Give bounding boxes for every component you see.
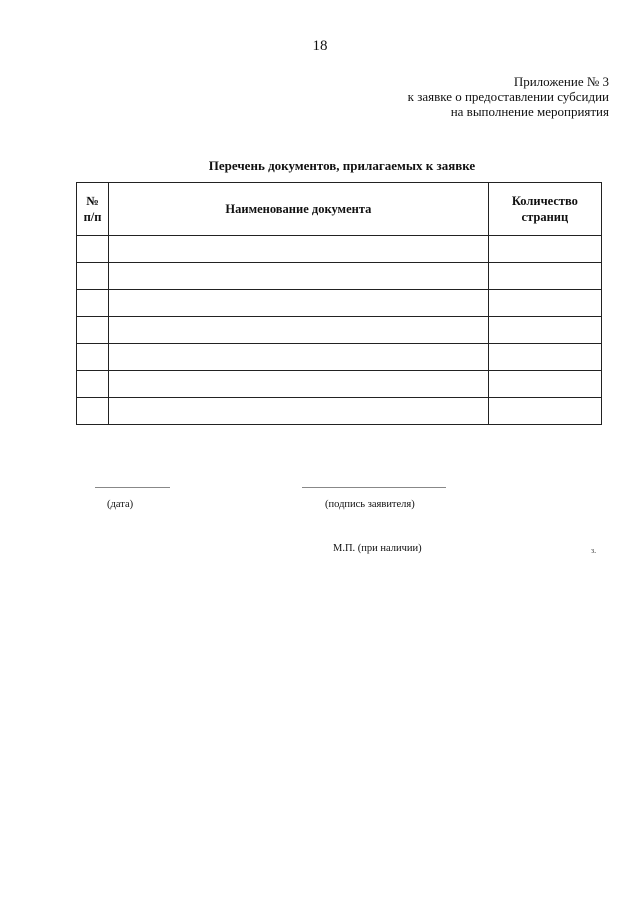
- documents-table: [76, 182, 602, 425]
- header-number-line-2: п/п: [83, 210, 102, 224]
- appendix-line-3: на выполнение мероприятия: [450, 104, 609, 119]
- header-number-line-1: №: [86, 194, 99, 208]
- row-document-name-cell[interactable]: [109, 263, 489, 290]
- signature-caption: (подпись заявителя): [325, 499, 415, 510]
- row-number-cell[interactable]: [77, 371, 109, 398]
- row-document-name-cell[interactable]: [109, 344, 489, 371]
- row-page-count-cell[interactable]: [488, 290, 601, 317]
- row-page-count-cell[interactable]: [488, 371, 601, 398]
- appendix-line-1: Приложение № 3: [513, 74, 609, 89]
- row-number-cell[interactable]: [77, 236, 109, 263]
- row-document-name-cell[interactable]: [109, 236, 489, 263]
- row-number-cell[interactable]: [77, 290, 109, 317]
- row-number-cell[interactable]: [77, 344, 109, 371]
- table-body: [77, 236, 602, 425]
- row-page-count-cell[interactable]: [488, 317, 601, 344]
- row-page-count-cell[interactable]: [488, 344, 601, 371]
- corner-mark: з.: [591, 546, 597, 555]
- table-row: [77, 317, 602, 344]
- table-row: [77, 398, 602, 425]
- row-page-count-cell[interactable]: [488, 398, 601, 425]
- row-number-cell[interactable]: [77, 398, 109, 425]
- row-number-cell[interactable]: [77, 263, 109, 290]
- stamp-note: М.П. (при наличии): [333, 543, 422, 554]
- table-row: [77, 263, 602, 290]
- page-number: 18: [312, 38, 328, 54]
- table-row: [77, 290, 602, 317]
- header-page-count-line-1: Количество: [511, 194, 578, 208]
- appendix-heading: [408, 74, 609, 119]
- row-document-name-cell[interactable]: [109, 398, 489, 425]
- table-row: [77, 236, 602, 263]
- appendix-line-2: к заявке о предоставлении субсидии: [407, 89, 609, 104]
- row-page-count-cell[interactable]: [488, 236, 601, 263]
- row-document-name-cell[interactable]: [109, 317, 489, 344]
- date-line: [95, 487, 170, 488]
- header-page-count: [488, 183, 601, 236]
- header-page-count-line-2: страниц: [521, 210, 569, 224]
- table-row: [77, 371, 602, 398]
- row-document-name-cell[interactable]: [109, 371, 489, 398]
- header-document-name: Наименование документа: [109, 183, 489, 236]
- signature-line: [302, 487, 446, 488]
- date-caption: (дата): [107, 499, 134, 510]
- header-number: [77, 183, 109, 236]
- row-page-count-cell[interactable]: [488, 263, 601, 290]
- row-number-cell[interactable]: [77, 317, 109, 344]
- document-title: Перечень документов, прилагаемых к заявке: [208, 158, 476, 173]
- table-header-row: [77, 183, 602, 236]
- table-row: [77, 344, 602, 371]
- row-document-name-cell[interactable]: [109, 290, 489, 317]
